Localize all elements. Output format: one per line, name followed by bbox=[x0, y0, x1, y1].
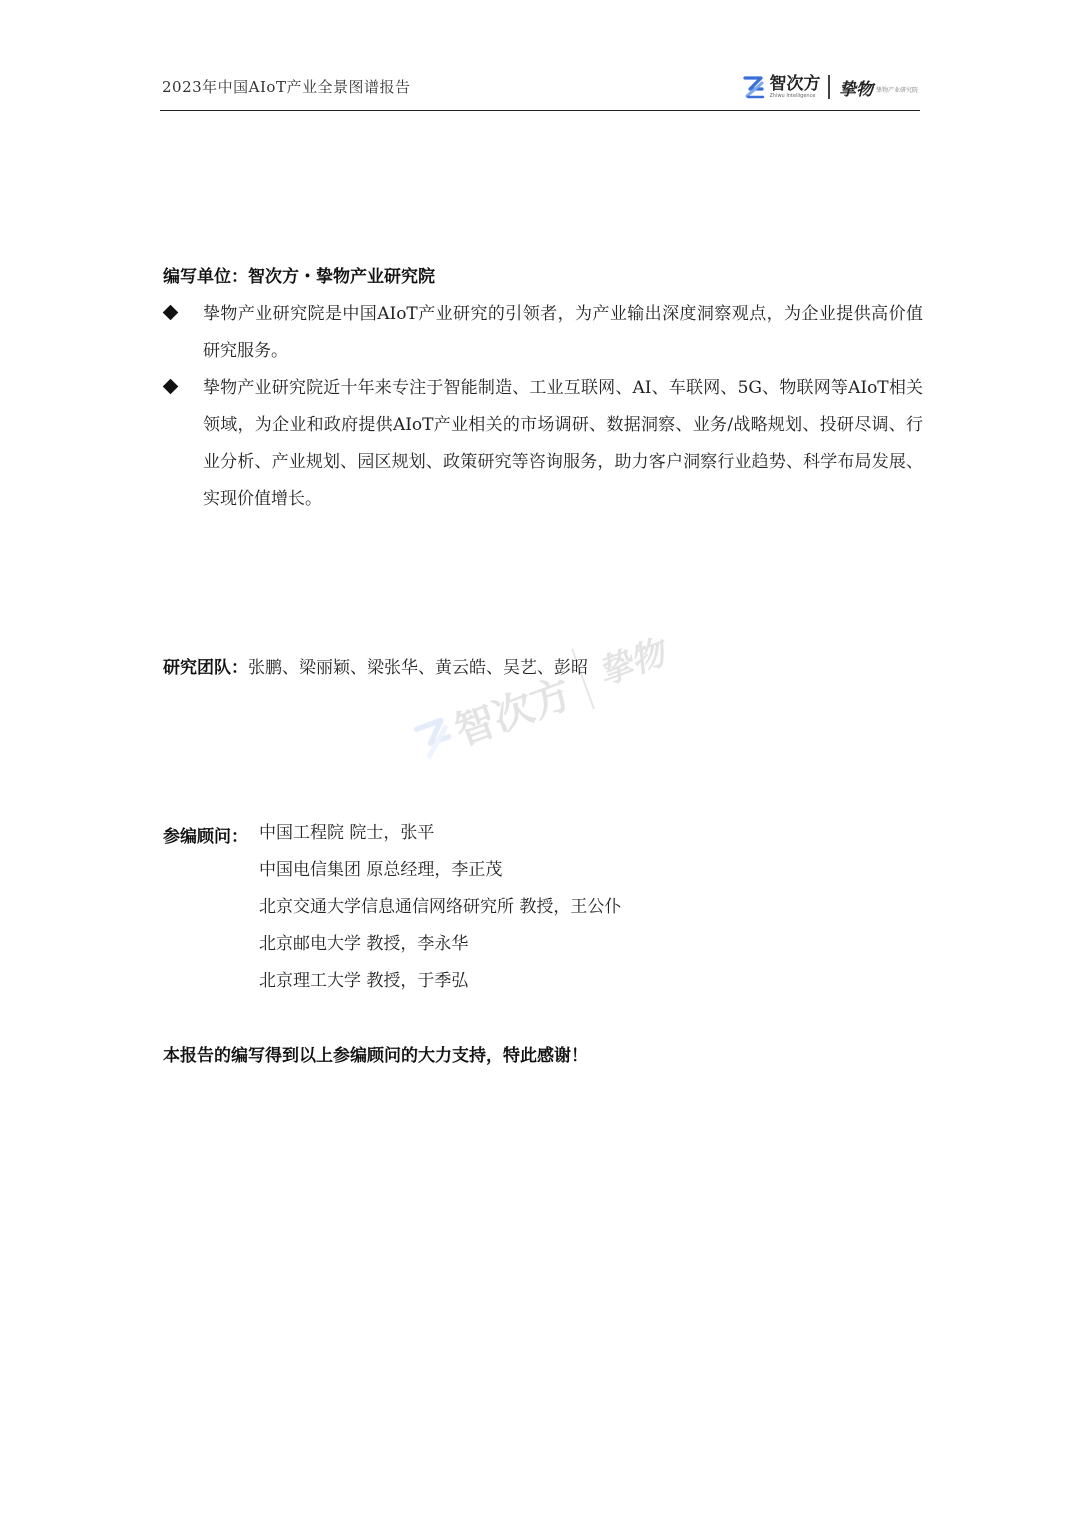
watermark-secondary-text: 挚物 bbox=[592, 633, 671, 694]
watermark-logo-icon bbox=[409, 710, 462, 767]
list-item-text: 挚物产业研究院近十年来专注于智能制造、工业互联网、AI、车联网、5G、物联网等AIoT相关领域，为企业和政府提供AIoT产业相关的市场调研、数据洞察、业务/战略规划、投研尽调、行业分析、产业规划、园区规划、政策研究等咨询服务，助力客户洞察行业趋势、科学布局发展、实现价值增长。 bbox=[203, 378, 923, 509]
advisors-label: 参编顾问： bbox=[163, 827, 248, 847]
research-team bbox=[163, 653, 588, 678]
logo-divider bbox=[828, 75, 830, 99]
zhicifang-logo-subtext: Zhiwu Intelligence bbox=[769, 92, 816, 99]
author-unit-value: 智次方・挚物产业研究院 bbox=[248, 267, 435, 287]
zhicifang-logo-text: 智次方 bbox=[769, 73, 821, 94]
zhicifang-logo-icon bbox=[742, 73, 766, 101]
page-header bbox=[160, 66, 920, 111]
acknowledgement: 本报告的编写得到以上参编顾问的大力支持，特此感谢！ bbox=[163, 1046, 588, 1066]
watermark-text: 智次方 bbox=[449, 670, 578, 755]
list-item-text: 挚物产业研究院是中国AIoT产业研究的引领者，为产业输出深度洞察观点，为企业提供高价值研究服务。 bbox=[203, 304, 923, 361]
advisor-entry: 北京交通大学信息通信网络研究所 教授，王公仆 bbox=[259, 897, 622, 917]
diamond-bullet-icon bbox=[163, 305, 179, 321]
diamond-bullet-icon bbox=[163, 379, 179, 395]
zhicifang-logo bbox=[769, 75, 820, 100]
research-team-members: 张鹏、梁丽颖、梁张华、黄云皓、吴艺、彭昭 bbox=[248, 658, 588, 678]
zhiwu-logo-subtext: 挚物产业研究院 bbox=[875, 86, 918, 94]
advisors-list bbox=[259, 820, 621, 1005]
research-team-label: 研究团队： bbox=[163, 658, 248, 678]
institute-description-list bbox=[163, 296, 923, 518]
author-unit bbox=[163, 262, 435, 287]
list-item bbox=[163, 370, 923, 518]
author-unit-label: 编写单位： bbox=[163, 267, 248, 287]
header-logos bbox=[742, 70, 918, 104]
list-item bbox=[163, 296, 923, 370]
advisor-entry: 中国电信集团 原总经理，李正茂 bbox=[259, 860, 503, 880]
zhiwu-logo-text: 挚物 bbox=[838, 79, 873, 100]
advisor-entry: 中国工程院 院士，张平 bbox=[259, 823, 435, 843]
report-title: 2023年中国AIoT产业全景图谱报告 bbox=[162, 78, 411, 96]
advisor-entry: 北京邮电大学 教授，李永华 bbox=[259, 934, 469, 954]
advisor-entry: 北京理工大学 教授，于季弘 bbox=[259, 971, 469, 991]
